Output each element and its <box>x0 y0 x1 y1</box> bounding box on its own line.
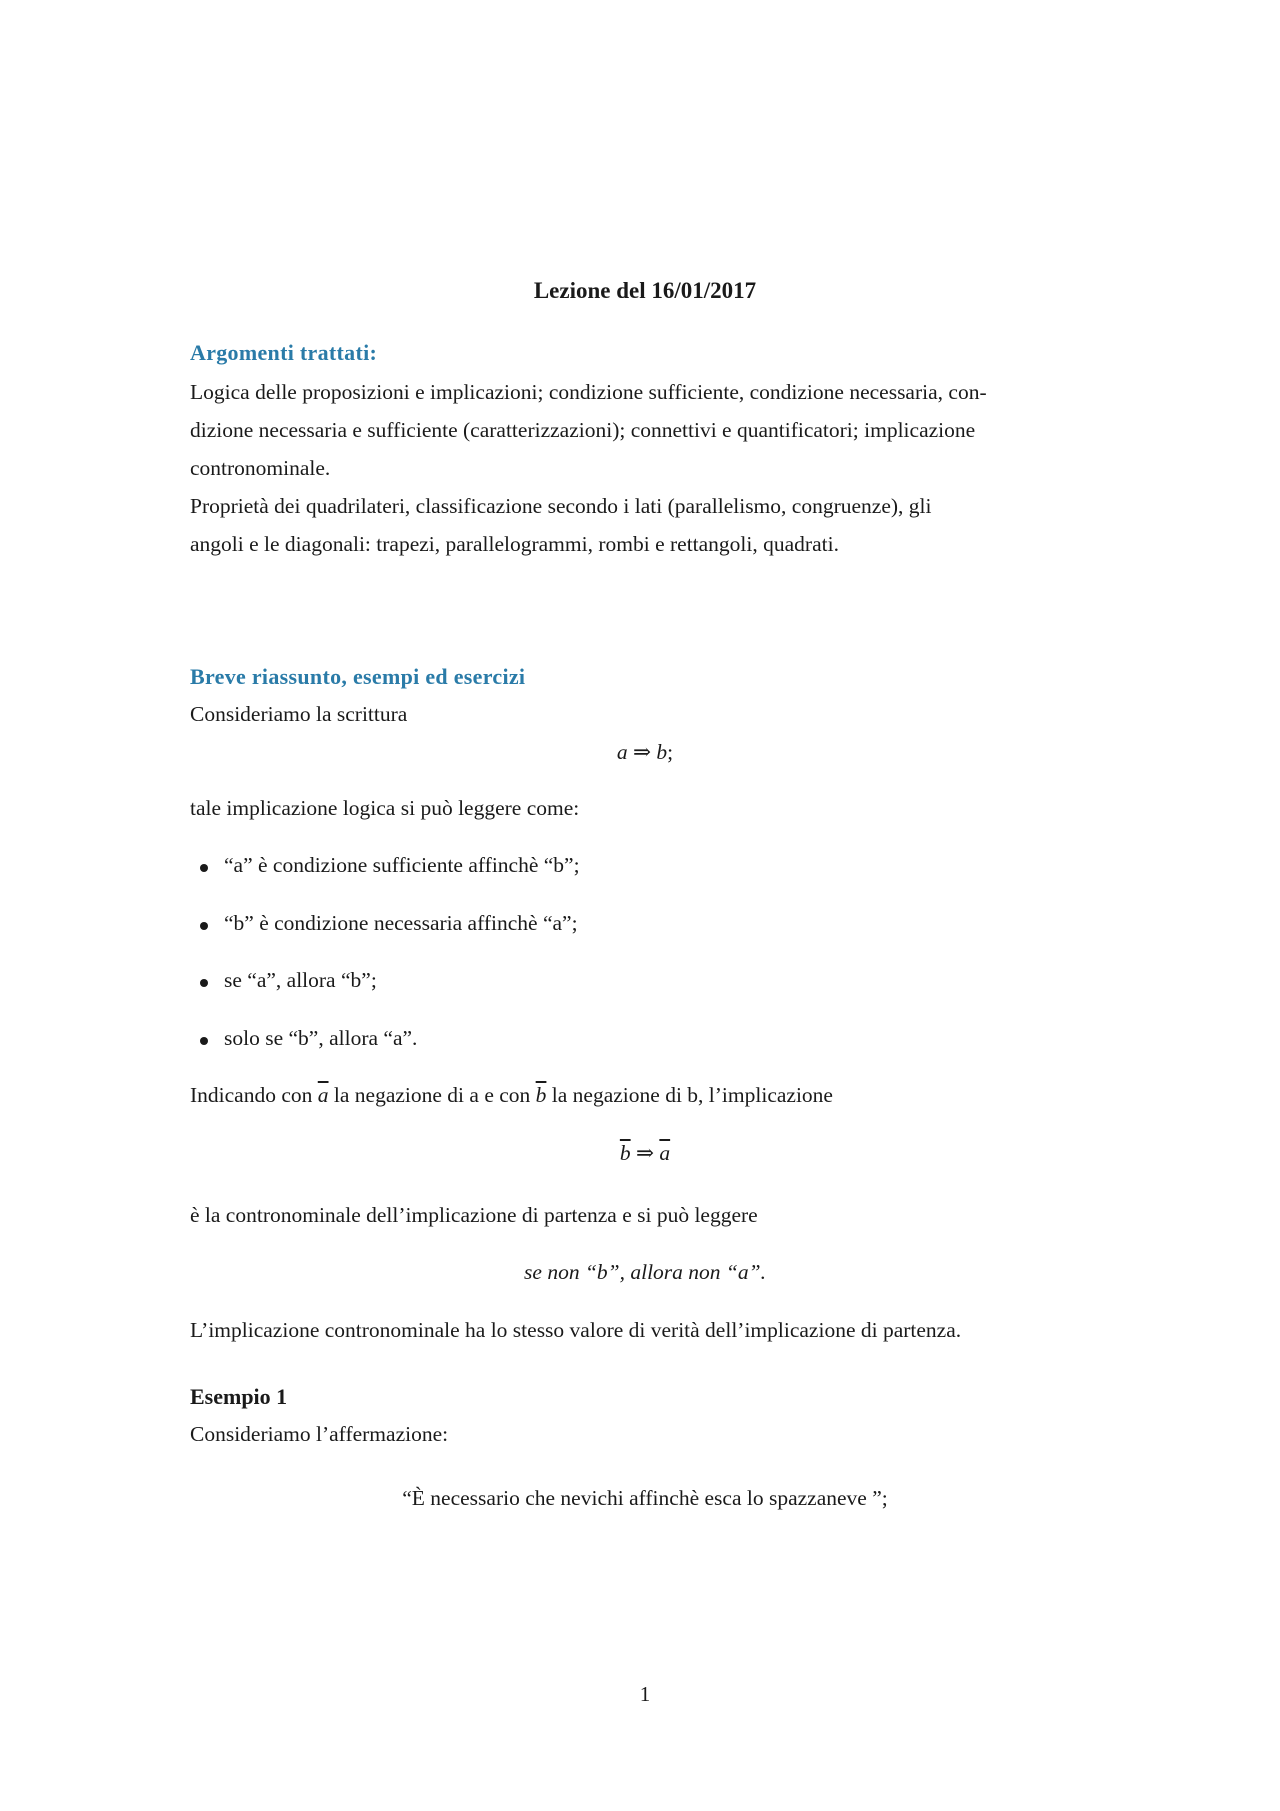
bullet-icon <box>200 1037 208 1045</box>
bullet-icon <box>200 979 208 987</box>
topics-line-2: dizione necessaria e sufficiente (caratterizzazioni); connettivi e quantificatori; implicazione <box>190 418 976 442</box>
page-number: 1 <box>639 1682 651 1706</box>
contronominal-text: è la contronominale dell’implicazione di partenza e si può leggere <box>190 1203 758 1227</box>
formula-var-a: a <box>616 740 628 764</box>
topics-line-1: Logica delle proposizioni e implicazioni; condizione sufficiente, condizione necessaria, con- <box>190 380 987 404</box>
example-1-heading: Esempio 1 <box>190 1384 288 1409</box>
topics-line-4: Proprietà dei quadrilateri, classificazione secondo i lati (parallelismo, congruenze), gli <box>190 494 932 518</box>
list-item <box>224 911 578 936</box>
formula-contronominal <box>190 1141 1100 1166</box>
reading-intro: tale implicazione logica si può leggere come: <box>190 796 580 820</box>
formula-end-punct: ; <box>667 740 674 764</box>
negated-b: $\overline{b}$ <box>535 1083 547 1107</box>
topics-heading: Argomenti trattati: <box>190 340 378 365</box>
formula-negated-b: $\overline{b}$ <box>619 1141 631 1165</box>
document-page <box>190 0 1100 1811</box>
topics-line-3: contronominale. <box>190 456 331 480</box>
negation-sentence <box>190 1083 833 1108</box>
example-1-statement: “È necessario che nevichi affinchè esca lo spazzaneve ”; <box>402 1486 888 1510</box>
bullet-icon <box>200 922 208 930</box>
summary-intro: Consideriamo la scrittura <box>190 702 408 726</box>
formula-var-b: b <box>656 740 668 764</box>
list-item-text: “b” è condizione necessaria affinchè “a”; <box>224 911 578 935</box>
implies-arrow: ⇒ <box>633 740 652 764</box>
list-item <box>224 968 377 993</box>
formula-negated-a: $\overline{a}$ <box>659 1141 671 1165</box>
formula-implication <box>190 740 1100 765</box>
topics-line-5: angoli e le diagonali: trapezi, parallelogrammi, rombi e rettangoli, quadrati. <box>190 532 839 556</box>
summary-heading: Breve riassunto, esempi ed esercizi <box>190 664 526 689</box>
truth-value-text: L’implicazione contronominale ha lo stesso valore di verità dell’implicazione di partenza. <box>190 1318 962 1342</box>
negation-text-3: la negazione di b, l’implicazione <box>551 1083 833 1107</box>
negation-text-2: la negazione di a e con <box>333 1083 531 1107</box>
document-title: Lezione del 16/01/2017 <box>533 278 757 303</box>
negated-a: $\overline{a}$ <box>317 1083 329 1107</box>
example-1-intro: Consideriamo l’affermazione: <box>190 1422 449 1446</box>
list-item <box>224 853 580 878</box>
list-item-text: solo se “b”, allora “a”. <box>224 1026 418 1050</box>
bullet-icon <box>200 864 208 872</box>
implies-arrow: ⇒ <box>635 1141 654 1165</box>
contronominal-reading: se non “b”, allora non “a”. <box>524 1260 766 1284</box>
list-item-text: “a” è condizione sufficiente affinchè “b”; <box>224 853 580 877</box>
list-item <box>224 1026 417 1051</box>
negation-text-1: Indicando con <box>190 1083 313 1107</box>
list-item-text: se “a”, allora “b”; <box>224 968 377 992</box>
